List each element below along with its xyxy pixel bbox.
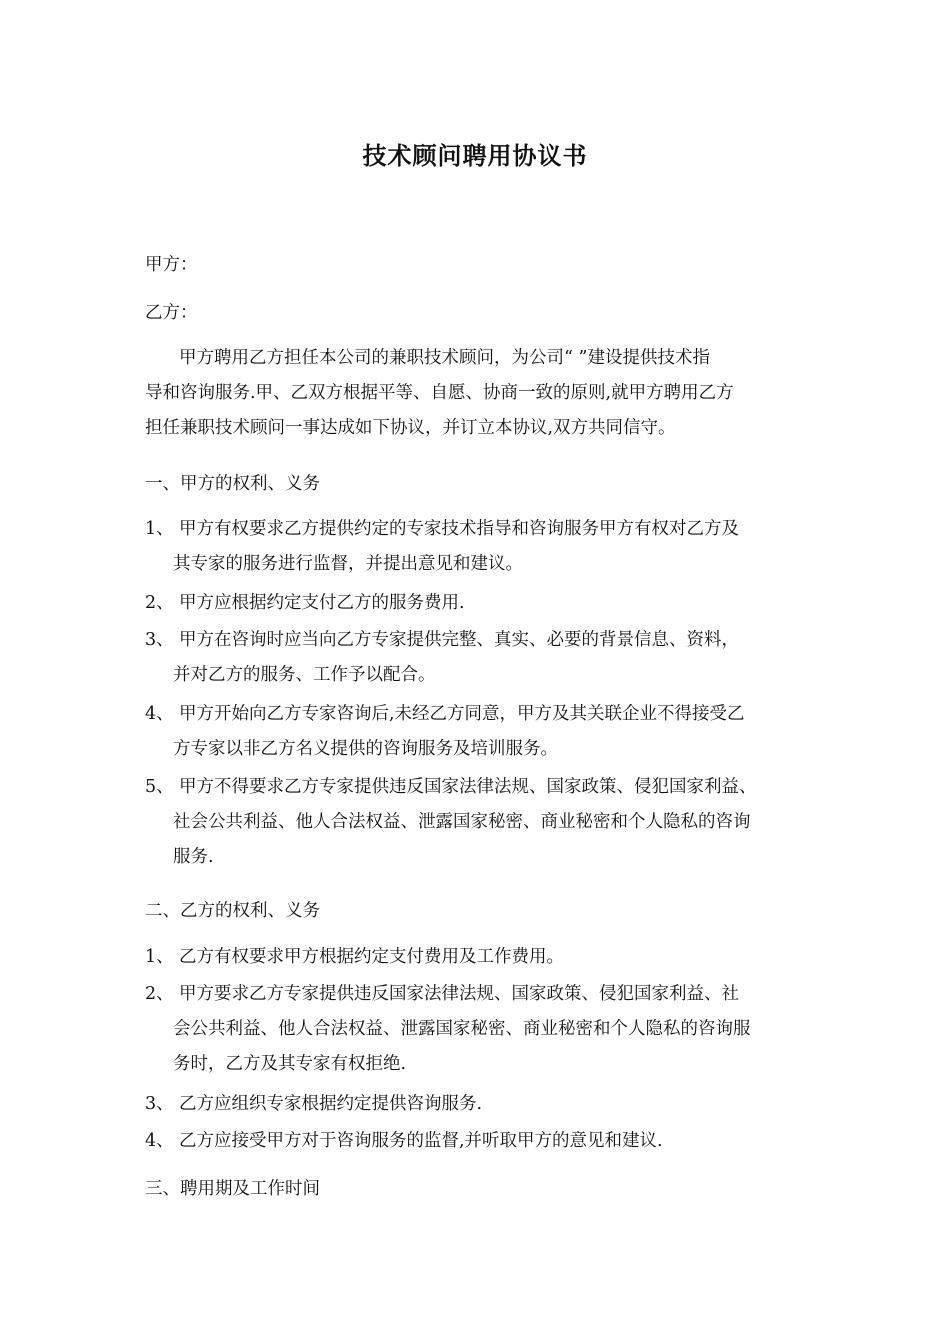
item-text: 甲方开始向乙方专家咨询后,未经乙方同意，甲方及其关联企业不得接受乙 <box>179 704 745 724</box>
intro-line: 导和咨询服务.甲、乙双方根据平等、自愿、协商一致的原则,就甲方聘用乙方 <box>145 383 734 403</box>
intro-line: 甲方聘用乙方担任本公司的兼职技术顾问，为公司“ ”建设提供技术指 <box>179 348 710 368</box>
list-item <box>145 977 815 1082</box>
item-text: 甲方有权要求乙方提供约定的专家技术指导和咨询服务甲方有权对乙方及 <box>179 519 739 539</box>
item-number: 1、 <box>145 947 174 967</box>
item-number: 1、 <box>145 519 174 539</box>
item-number: 2、 <box>145 593 174 613</box>
item-text: 并对乙方的服务、工作予以配合。 <box>173 665 436 685</box>
item-text: 甲方在咨询时应当向乙方专家提供完整、真实、必要的背景信息、资料， <box>179 630 739 650</box>
list-item <box>145 1124 815 1159</box>
item-text: 乙方应接受甲方对于咨询服务的监督,并听取甲方的意见和建议. <box>179 1131 663 1151</box>
item-text: 会公共利益、他人合法权益、泄露国家秘密、商业秘密和个人隐私的咨询服 <box>173 1019 751 1039</box>
list-item <box>145 697 815 767</box>
item-text: 甲方应根据约定支付乙方的服务费用. <box>179 593 465 613</box>
item-number: 4、 <box>145 704 174 724</box>
item-text: 服务. <box>173 847 214 867</box>
party-a-label: 甲方： <box>145 255 198 275</box>
intro-paragraph <box>145 341 805 446</box>
item-text: 务时，乙方及其专家有权拒绝. <box>173 1054 407 1074</box>
list-item <box>145 940 815 975</box>
item-text: 甲方要求乙方专家提供违反国家法律法规、国家政策、侵犯国家利益、社 <box>179 984 739 1004</box>
item-number: 5、 <box>145 777 174 797</box>
item-number: 3、 <box>145 1094 174 1114</box>
item-text: 乙方有权要求甲方根据约定支付费用及工作费用。 <box>179 947 564 967</box>
list-item <box>145 1087 815 1122</box>
item-text: 甲方不得要求乙方专家提供违反国家法律法规、国家政策、侵犯国家利益、 <box>179 777 757 797</box>
item-text: 社会公共利益、他人合法权益、泄露国家秘密、商业秘密和个人隐私的咨询 <box>173 812 751 832</box>
item-text: 其专家的服务进行监督，并提出意见和建议。 <box>173 554 523 574</box>
item-number: 3、 <box>145 630 174 650</box>
section-heading: 二、乙方的权利、义务 <box>145 901 320 921</box>
list-item <box>145 512 815 582</box>
list-item <box>145 770 815 875</box>
item-number: 2、 <box>145 984 174 1004</box>
intro-line: 担任兼职技术顾问一事达成如下协议，并订立本协议,双方共同信守。 <box>145 418 676 438</box>
item-text: 方专家以非乙方名义提供的咨询服务及培训服务。 <box>173 739 558 759</box>
party-b-label: 乙方： <box>145 303 198 323</box>
item-number: 4、 <box>145 1131 174 1151</box>
section-heading: 一、甲方的权利、义务 <box>145 474 320 494</box>
list-item <box>145 623 815 693</box>
item-text: 乙方应组织专家根据约定提供咨询服务. <box>179 1094 483 1114</box>
list-item <box>145 586 815 621</box>
document-title: 技术顾问聘用协议书 <box>362 142 588 170</box>
section-heading: 三、聘用期及工作时间 <box>145 1179 320 1199</box>
